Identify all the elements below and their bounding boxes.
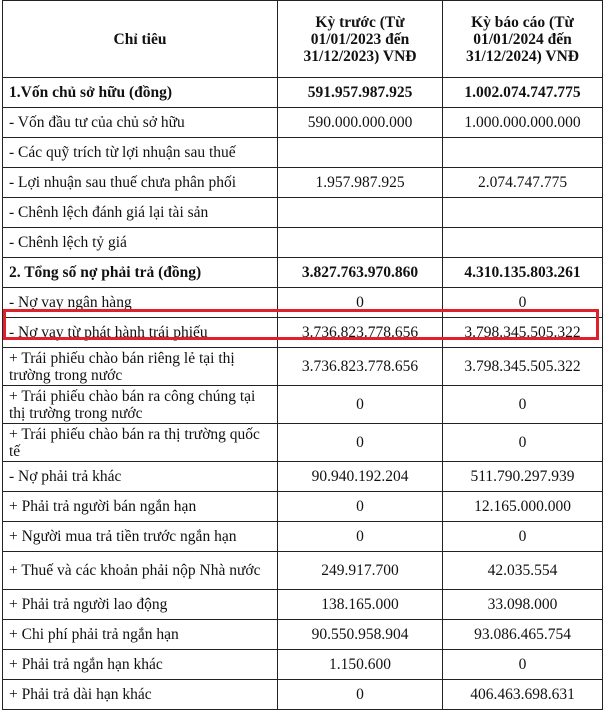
row-prev-value: 0 [278,522,443,552]
row-curr-value: 1.002.074.747.775 [443,78,603,108]
row-curr-value: 2.074.747.775 [443,168,603,198]
row-label: + Thuế và các khoản phải nộp Nhà nước [3,552,278,590]
financial-table [2,0,603,710]
row-prev-value: 90.550.958.904 [278,620,443,650]
row-prev-value: 3.827.763.970.860 [278,258,443,288]
table-row [3,108,603,138]
row-prev-value: 3.736.823.778.656 [278,318,443,348]
row-prev-value: 90.940.192.204 [278,462,443,492]
row-curr-value: 12.165.000.000 [443,492,603,522]
row-label: + Người mua trả tiền trước ngắn hạn [3,522,278,552]
row-label: + Trái phiếu chào bán ra công chúng tại thị trường trong nước [3,386,278,424]
table-row [3,462,603,492]
row-label: - Vốn đầu tư của chủ sở hữu [3,108,278,138]
row-prev-value: 591.957.987.925 [278,78,443,108]
row-label: - Nợ phải trả khác [3,462,278,492]
row-prev-value: 0 [278,492,443,522]
table-row [3,78,603,108]
table-row [3,386,603,424]
row-prev-value [278,198,443,228]
row-prev-value: 1.150.600 [278,650,443,680]
row-label: 2. Tổng số nợ phải trả (đồng) [3,258,278,288]
row-curr-value [443,228,603,258]
row-curr-value: 93.086.465.754 [443,620,603,650]
table-row [3,590,603,620]
row-prev-value: 590.000.000.000 [278,108,443,138]
row-label: + Trái phiếu chào bán riêng lẻ tại thị trường trong nước [3,348,278,386]
table-row [3,228,603,258]
row-prev-value [278,228,443,258]
row-curr-value: 0 [443,386,603,424]
row-curr-value: 42.035.554 [443,552,603,590]
table-row [3,198,603,228]
header-previous-period: Kỳ trước (Từ 01/01/2023 đến 31/12/2023) VNĐ [278,1,443,78]
row-curr-value: 0 [443,288,603,318]
table-row [3,552,603,590]
row-curr-value: 1.000.000.000.000 [443,108,603,138]
row-label: - Chênh lệch tỷ giá [3,228,278,258]
row-prev-value: 1.957.987.925 [278,168,443,198]
table-header-row [3,1,603,78]
row-prev-value: 249.917.700 [278,552,443,590]
row-prev-value: 0 [278,680,443,710]
row-curr-value: 511.790.297.939 [443,462,603,492]
row-curr-value: 406.463.698.631 [443,680,603,710]
row-label: - Các quỹ trích từ lợi nhuận sau thuế [3,138,278,168]
row-prev-value [278,138,443,168]
row-curr-value [443,198,603,228]
table-row [3,348,603,386]
table-row [3,620,603,650]
table-row [3,424,603,462]
row-curr-value: 0 [443,424,603,462]
row-label: + Chi phí phải trả ngắn hạn [3,620,278,650]
header-reporting-period: Kỳ báo cáo (Từ 01/01/2024 đến 31/12/2024) VNĐ [443,1,603,78]
table-row [3,680,603,710]
row-prev-value: 0 [278,386,443,424]
row-prev-value: 138.165.000 [278,590,443,620]
row-curr-value: 33.098.000 [443,590,603,620]
row-label: + Phải trả người bán ngắn hạn [3,492,278,522]
row-label: - Chênh lệch đánh giá lại tài sản [3,198,278,228]
row-curr-value: 3.798.345.505.322 [443,318,603,348]
row-prev-value: 3.736.823.778.656 [278,348,443,386]
table-row [3,138,603,168]
table-row [3,288,603,318]
row-label: + Phải trả người lao động [3,590,278,620]
row-curr-value: 0 [443,522,603,552]
row-label: 1.Vốn chủ sở hữu (đồng) [3,78,278,108]
table-row [3,492,603,522]
row-label: - Nợ vay ngân hàng [3,288,278,318]
row-label: - Lợi nhuận sau thuế chưa phân phối [3,168,278,198]
row-curr-value: 0 [443,650,603,680]
header-indicator: Chỉ tiêu [3,1,278,78]
row-curr-value: 4.310.135.803.261 [443,258,603,288]
table-row [3,650,603,680]
table-row [3,258,603,288]
row-curr-value [443,138,603,168]
row-label: - Nợ vay từ phát hành trái phiếu [3,318,278,348]
table-row-highlighted [3,318,603,348]
table-row [3,522,603,552]
row-curr-value: 3.798.345.505.322 [443,348,603,386]
row-prev-value: 0 [278,424,443,462]
row-label: + Phải trả dài hạn khác [3,680,278,710]
row-label: + Phải trả ngắn hạn khác [3,650,278,680]
row-label: + Trái phiếu chào bán ra thị trường quốc tế [3,424,278,462]
table-row [3,168,603,198]
row-prev-value: 0 [278,288,443,318]
